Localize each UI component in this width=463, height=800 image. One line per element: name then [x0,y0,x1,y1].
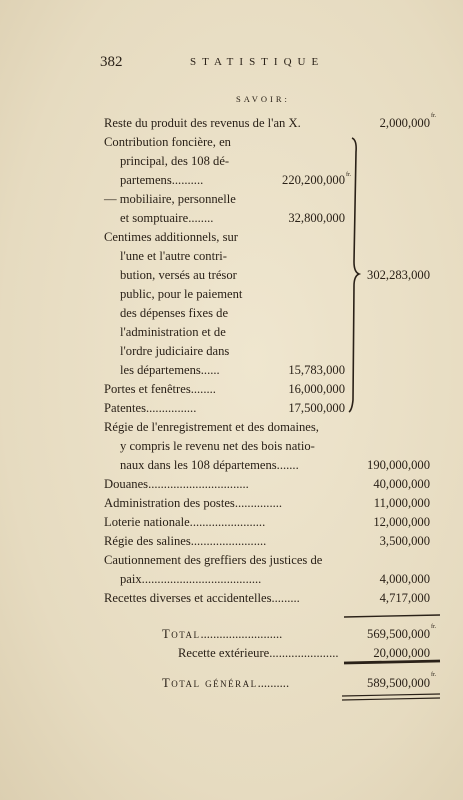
line-depenses: des dépenses fixes de [120,306,229,320]
value-reste: 2,000,000 [379,116,430,130]
line-centimes: Centimes additionnels, sur [104,230,238,244]
line-loterie: Loterie nationale........................ [104,515,266,529]
unit-fr: fr. [431,113,437,119]
unit-fr: fr. [431,672,437,678]
value-recettes: 4,717,000 [379,591,430,605]
general-rule-top [344,661,440,663]
line-contribution: Contribution foncière, en [104,135,231,149]
total-rule [344,615,440,617]
general-value: 589,500,000 [367,676,430,690]
line-recettes: Recettes diverses et accidentelles......... [104,591,300,605]
value-greffiers: 4,000,000 [379,572,430,586]
value-centimes: 15,783,000 [288,363,345,377]
line-somptuaire: et somptuaire........ [120,211,214,225]
line-cautionnement: Cautionnement des greffiers des justices de [104,553,323,567]
value-fonciere: 220,200,000 [282,173,345,187]
value-postes: 11,000,000 [373,496,430,510]
line-naux: naux dans les 108 départemens....... [120,458,299,472]
total-value: 569,500,000 [367,627,430,641]
general-label: Total général [162,676,258,690]
line-portes: Portes et fenêtres........ [104,382,216,396]
exterieure-value: 20,000,000 [373,646,430,660]
line-public: public, pour le paiement [120,287,243,301]
unit-fr: fr. [346,172,352,178]
line-regie-enregistrement: Régie de l'enregistrement et des domaines, [104,420,319,434]
page-number: 382 [100,54,123,70]
section-subheader: SAVOIR: [236,94,290,104]
value-salines: 3,500,000 [379,534,430,548]
line-patentes: Patentes................ [104,401,197,415]
line-douanes: Douanes................................ [104,477,249,491]
total-label: Total [162,627,201,641]
general-rule-bottom-1 [342,694,440,696]
value-bracket-total: 302,283,000 [367,268,430,282]
value-mobiliaire: 32,800,000 [288,211,345,225]
curly-brace [349,138,359,412]
exterieure-label: Recette extérieure [178,646,270,660]
line-bution: bution, versés au trésor [120,268,237,282]
line-postes: Administration des postes............... [104,496,283,510]
value-enregistrement: 190,000,000 [367,458,430,472]
line-mobiliaire: — mobiliaire, personnelle [104,192,236,206]
value-patentes: 17,500,000 [288,401,345,415]
exterieure-dots: ...................... [269,646,339,660]
value-portes: 16,000,000 [288,382,345,396]
line-paix: paix...................................... [120,572,262,586]
line-principal: principal, des 108 dé- [120,154,230,168]
line-lune: l'une et l'autre contri- [120,249,227,263]
general-rule-bottom-2 [342,698,440,700]
line-partemens: partemens.......... [120,173,204,187]
line-bois: y compris le revenu net des bois natio- [120,439,315,453]
line-reste: Reste du produit des revenus de l'an X. [104,116,301,130]
total-dots: .......................... [200,627,283,641]
unit-fr: fr. [431,624,437,630]
line-administration: l'administration et de [120,325,226,339]
line-salines: Régie des salines........................ [104,534,267,548]
general-dots: .......... [257,676,290,690]
value-loterie: 12,000,000 [373,515,430,529]
line-ordre: l'ordre judiciaire dans [120,344,230,358]
running-header: STATISTIQUE [190,56,325,68]
value-douanes: 40,000,000 [373,477,430,491]
line-departemens: les départemens...... [120,363,220,377]
